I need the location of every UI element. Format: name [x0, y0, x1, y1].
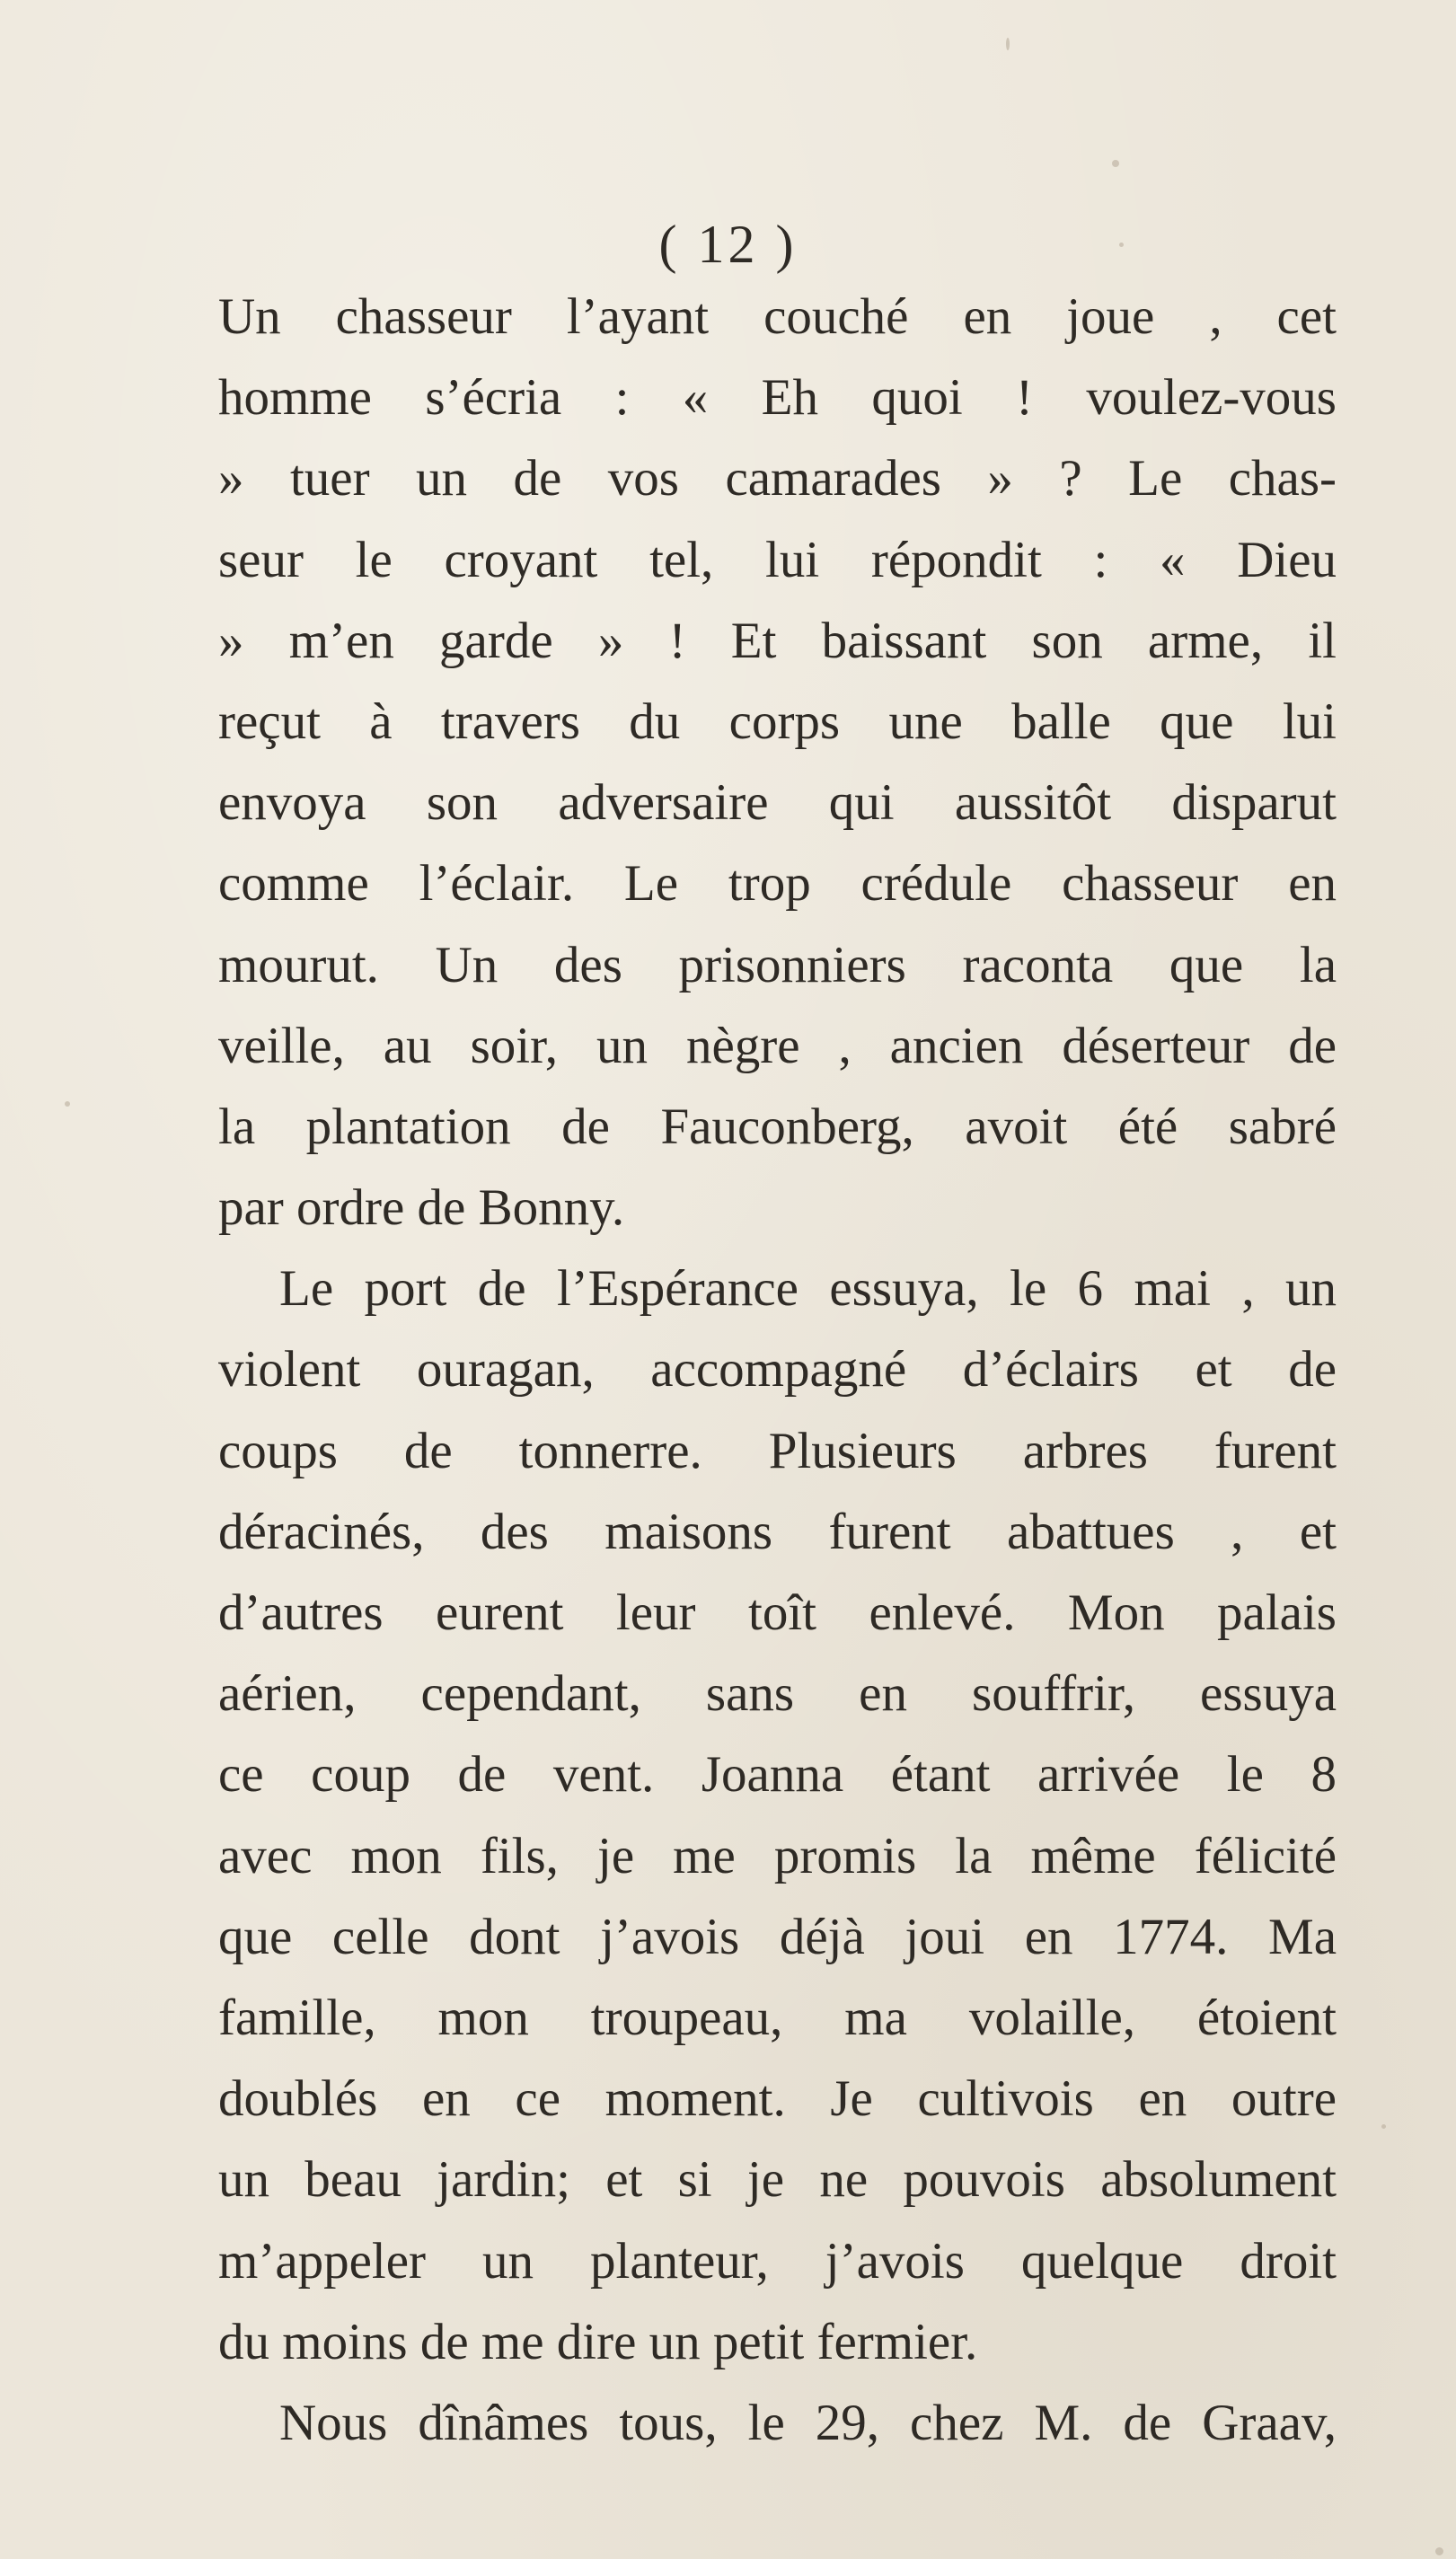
paper-speck — [1112, 160, 1119, 167]
text-line: la plantation de Fauconberg, avoit été sabré — [218, 1098, 1337, 1155]
paragraph-start-line: Le port de l’Espérance essuya, le 6 mai , un — [279, 1260, 1337, 1318]
text-line: » m’en garde » ! Et baissant son arme, il — [218, 612, 1337, 669]
text-line: comme l’éclair. Le trop crédule chasseur en — [218, 855, 1337, 913]
text-line: Un chasseur l’ayant couché en joue , cet — [218, 288, 1337, 345]
text-line: m’appeler un planteur, j’avois quelque droit — [218, 2232, 1337, 2290]
text-line: que celle dont j’avois déjà joui en 1774. Ma — [218, 1908, 1337, 1965]
text-line: seur le croyant tel, lui répondit : « Dieu — [218, 531, 1337, 588]
text-line: ce coup de vent. Joanna étant arrivée le 8 — [218, 1746, 1337, 1804]
paper-speck — [65, 1101, 70, 1107]
paper-speck — [1119, 243, 1124, 247]
paper-speck — [1006, 38, 1010, 50]
text-line: d’autres eurent leur toît enlevé. Mon palais — [218, 1584, 1337, 1641]
text-line: reçut à travers du corps une balle que lui — [218, 693, 1337, 750]
paragraph-end-line: du moins de me dire un petit fermier. — [218, 2313, 978, 2370]
text-line: famille, mon troupeau, ma volaille, étoient — [218, 1989, 1337, 2046]
text-line: aérien, cependant, sans en souffrir, essuya — [218, 1665, 1337, 1723]
text-line: mourut. Un des prisonniers raconta que la — [218, 936, 1337, 993]
text-line: un beau jardin; et si je ne pouvois absolument — [218, 2151, 1337, 2209]
text-line: coups de tonnerre. Plusieurs arbres furent — [218, 1422, 1337, 1479]
paper-speck — [1381, 2124, 1386, 2129]
body-text — [218, 277, 1337, 2464]
text-line: envoya son adversaire qui aussitôt disparut — [218, 774, 1337, 832]
page-number: ( 12 ) — [658, 215, 798, 274]
text-line: violent ouragan, accompagné d’éclairs et de — [218, 1341, 1337, 1399]
text-line: déracinés, des maisons furent abattues , et — [218, 1503, 1337, 1560]
text-line: avec mon fils, je me promis la même félicité — [218, 1827, 1337, 1884]
text-line: veille, au soir, un nègre , ancien déserteur de — [218, 1017, 1337, 1074]
text-line: » tuer un de vos camarades » ? Le chas- — [218, 450, 1337, 507]
paragraph-end-line: par ordre de Bonny. — [218, 1179, 625, 1237]
text-line: homme s’écria : « Eh quoi ! voulez-vous — [218, 369, 1337, 427]
paper-speck — [1435, 2547, 1443, 2555]
paragraph-start-line: Nous dînâmes tous, le 29, chez M. de Graav, — [279, 2394, 1337, 2451]
text-line: doublés en ce moment. Je cultivois en outre — [218, 2070, 1337, 2128]
